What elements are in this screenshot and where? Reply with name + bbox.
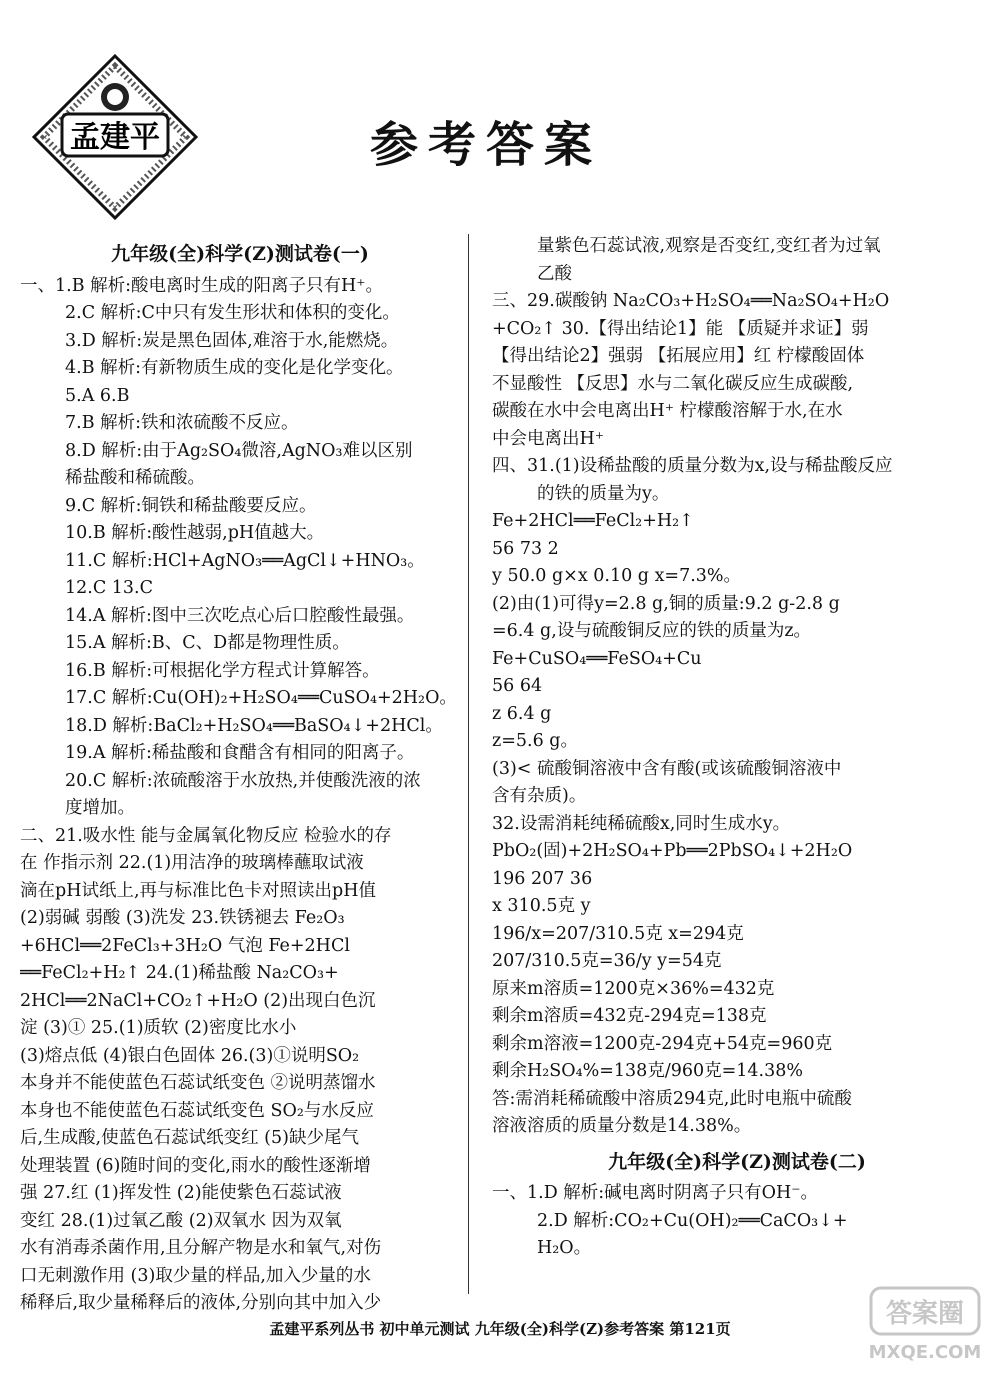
left-answer-line: 强 27.红 (1)挥发性 (2)能使紫色石蕊试液 (20, 1183, 342, 1203)
left-column (20, 233, 460, 1318)
right-answer-line: 原来m溶质=1200克×36%=432克 (492, 978, 775, 999)
right-column (492, 233, 982, 1263)
left-answer-line: 处理装置 (6)随时间的变化,雨水的酸性逐渐增 (20, 1155, 371, 1176)
right-answer-line: 中会电离出H⁺ (492, 428, 604, 449)
right-answer-line: 剩余m溶质=432克-294克=138克 (492, 1006, 767, 1026)
right-answer-line: 196/x=207/310.5克 x=294克 (492, 923, 744, 944)
right-answer-line: 207/310.5克=36/y y=54克 (492, 951, 722, 971)
left-answer-line: 变红 28.(1)过氧乙酸 (2)双氧水 因为双氧 (20, 1210, 342, 1231)
right-answer-line: 2.D 解析:CO₂+Cu(OH)₂══CaCO₃↓+ (537, 1210, 848, 1231)
left-answer-line: (3)熔点低 (4)银白色固体 26.(3)①说明SO₂ (20, 1045, 360, 1066)
right-answer-line: y 50.0 g×x 0.10 g x=7.3%。 (492, 566, 742, 586)
left-answer-line: 度增加。 (65, 798, 135, 818)
column-divider (468, 234, 469, 1294)
left-answer-line: 14.A 解析:图中三次吃点心后口腔酸性最强。 (65, 605, 415, 626)
section-heading: 九年级(全)科学(Z)测试卷(二) (608, 1150, 866, 1173)
left-answer-line: 2.C 解析:C中只有发生形状和体积的变化。 (65, 303, 400, 323)
right-answer-line: 一、1.D 解析:碱电离时阴离子只有OH⁻。 (492, 1183, 819, 1203)
left-answer-line: 19.A 解析:稀盐酸和食醋含有相同的阳离子。 (65, 743, 415, 763)
left-answer-line: 4.B 解析:有新物质生成的变化是化学变化。 (65, 358, 404, 378)
svg-text:孟建平: 孟建平 (70, 120, 160, 155)
watermark-logo (865, 1280, 985, 1370)
right-answer-line: 56 64 (492, 676, 543, 696)
left-answer-line: 在 作指示剂 22.(1)用洁净的玻璃棒蘸取试液 (20, 853, 364, 873)
left-answer-line: 口无刺激作用 (3)取少量的样品,加入少量的水 (20, 1265, 371, 1286)
right-answer-line: 乙酸 (537, 263, 572, 284)
left-answer-line: 稀释后,取少量稀释后的液体,分别向其中加入少 (20, 1293, 382, 1313)
right-answer-line: 剩余m溶液=1200克-294克+54克=960克 (492, 1033, 833, 1054)
right-answer-line: Fe+2HCl══FeCl₂+H₂↑ (492, 511, 694, 531)
svg-text:MXQE.COM: MXQE.COM (868, 1342, 982, 1363)
left-answer-line: (2)弱碱 弱酸 (3)洗发 23.铁锈褪去 Fe₂O₃ (20, 908, 345, 928)
page-title: 参考答案 (370, 117, 603, 173)
right-answer-line: 【得出结论2】强弱 【拓展应用】红 柠檬酸固体 (492, 346, 865, 366)
left-answer-line: 一、1.B 解析:酸电离时生成的阳离子只有H⁺。 (20, 275, 384, 296)
right-answer-line: (2)由(1)可得y=2.8 g,铜的质量:9.2 g-2.8 g (492, 593, 840, 614)
left-answer-line: 滴在pH试纸上,再与标准比色卡对照读出pH值 (20, 880, 376, 901)
right-answer-line: 碳酸在水中会电离出H⁺ 柠檬酸溶解于水,在水 (492, 401, 843, 421)
right-answer-line: 答:需消耗稀硫酸中溶质294克,此时电瓶中硫酸 (492, 1088, 852, 1109)
left-answer-line: 淀 (3)① 25.(1)质软 (2)密度比水小 (20, 1018, 297, 1038)
svg-text:答案圈: 答案圈 (885, 1299, 965, 1329)
left-answer-line: 5.A 6.B (65, 385, 130, 406)
left-answer-line: 12.C 13.C (65, 578, 154, 598)
left-answer-line: 9.C 解析:铜铁和稀盐酸要反应。 (65, 495, 317, 516)
left-answer-line: +6HCl══2FeCl₃+3H₂O 气泡 Fe+2HCl (20, 935, 350, 956)
left-answer-line: 15.A 解析:B、C、D都是物理性质。 (65, 633, 350, 653)
left-answer-line: 水有消毒杀菌作用,且分解产物是水和氧气,对伤 (20, 1238, 382, 1258)
publisher-logo (30, 52, 200, 222)
right-answer-line: H₂O。 (537, 1238, 592, 1258)
right-answer-line: 剩余H₂SO₄%=138克/960克=14.38% (492, 1061, 804, 1081)
right-answer-line: 含有杂质)。 (492, 786, 587, 806)
left-answer-line: 18.D 解析:BaCl₂+H₂SO₄══BaSO₄↓+2HCl。 (65, 715, 443, 736)
right-answer-line: PbO₂(固)+2H₂SO₄+Pb══2PbSO₄↓+2H₂O (492, 841, 853, 861)
left-answer-line: 20.C 解析:浓硫酸溶于水放热,并使酸洗液的浓 (65, 770, 421, 791)
right-answer-line: 溶液溶质的质量分数是14.38%。 (492, 1116, 752, 1136)
left-answer-line: 本身并不能使蓝色石蕊试纸变色 ②说明蒸馏水 (20, 1073, 376, 1093)
right-answer-line: +CO₂↑ 30.【得出结论1】能 【质疑并求证】弱 (492, 318, 869, 339)
right-answer-line: 196 207 36 (492, 868, 593, 889)
right-answer-line: 三、29.碳酸钠 Na₂CO₃+H₂SO₄══Na₂SO₄+H₂O (492, 291, 890, 311)
left-answer-line: 后,生成酸,使蓝色石蕊试纸变红 (5)缺少尾气 (20, 1128, 359, 1148)
right-answer-line: z=5.6 g。 (492, 731, 578, 751)
left-answer-line: 本身也不能使蓝色石蕊试纸变色 SO₂与水反应 (20, 1100, 374, 1121)
page-footer: 孟建平系列丛书 初中单元测试 九年级(全)科学(Z)参考答案 第121页 (269, 1320, 731, 1338)
right-answer-line: 不显酸性 【反思】水与二氧化碳反应生成碳酸, (492, 373, 854, 394)
left-answer-line: 二、21.吸水性 能与金属氧化物反应 检验水的存 (20, 825, 392, 846)
right-answer-line: 32.设需消耗纯稀硫酸x,同时生成水y。 (492, 813, 791, 834)
left-answer-line: 16.B 解析:可根据化学方程式计算解答。 (65, 660, 380, 681)
right-answer-line: 量紫色石蕊试液,观察是否变红,变红者为过氧 (537, 236, 881, 256)
right-answer-line: 的铁的质量为y。 (537, 483, 670, 504)
left-answer-line: 稀盐酸和稀硫酸。 (65, 468, 205, 488)
right-answer-line: Fe+CuSO₄══FeSO₄+Cu (492, 648, 702, 669)
left-answer-line: 3.D 解析:炭是黑色固体,难溶于水,能燃烧。 (65, 330, 399, 351)
right-answer-line: x 310.5克 y (492, 896, 591, 916)
right-answer-line: (3)< 硫酸铜溶液中含有酸(或该硫酸铜溶液中 (492, 758, 842, 779)
left-answer-line: 17.C 解析:Cu(OH)₂+H₂SO₄══CuSO₄+2H₂O。 (65, 688, 457, 708)
right-answer-line: 四、31.(1)设稀盐酸的质量分数为x,设与稀盐酸反应 (492, 456, 893, 476)
left-answer-line: 11.C 解析:HCl+AgNO₃══AgCl↓+HNO₃。 (65, 550, 425, 571)
section-heading: 九年级(全)科学(Z)测试卷(一) (111, 243, 369, 265)
right-answer-line: =6.4 g,设与硫酸铜反应的铁的质量为z。 (492, 621, 812, 641)
left-answer-line: 8.D 解析:由于Ag₂SO₄微溶,AgNO₃难以区别 (65, 440, 413, 461)
left-answer-line: 10.B 解析:酸性越弱,pH值越大。 (65, 523, 325, 543)
right-answer-line: z 6.4 g (492, 703, 552, 724)
left-answer-line: 2HCl══2NaCl+CO₂↑+H₂O (2)出现白色沉 (20, 990, 376, 1011)
left-answer-line: ══FeCl₂+H₂↑ 24.(1)稀盐酸 Na₂CO₃+ (20, 963, 339, 983)
left-answer-line: 7.B 解析:铁和浓硫酸不反应。 (65, 413, 299, 433)
right-answer-line: 56 73 2 (492, 538, 559, 559)
